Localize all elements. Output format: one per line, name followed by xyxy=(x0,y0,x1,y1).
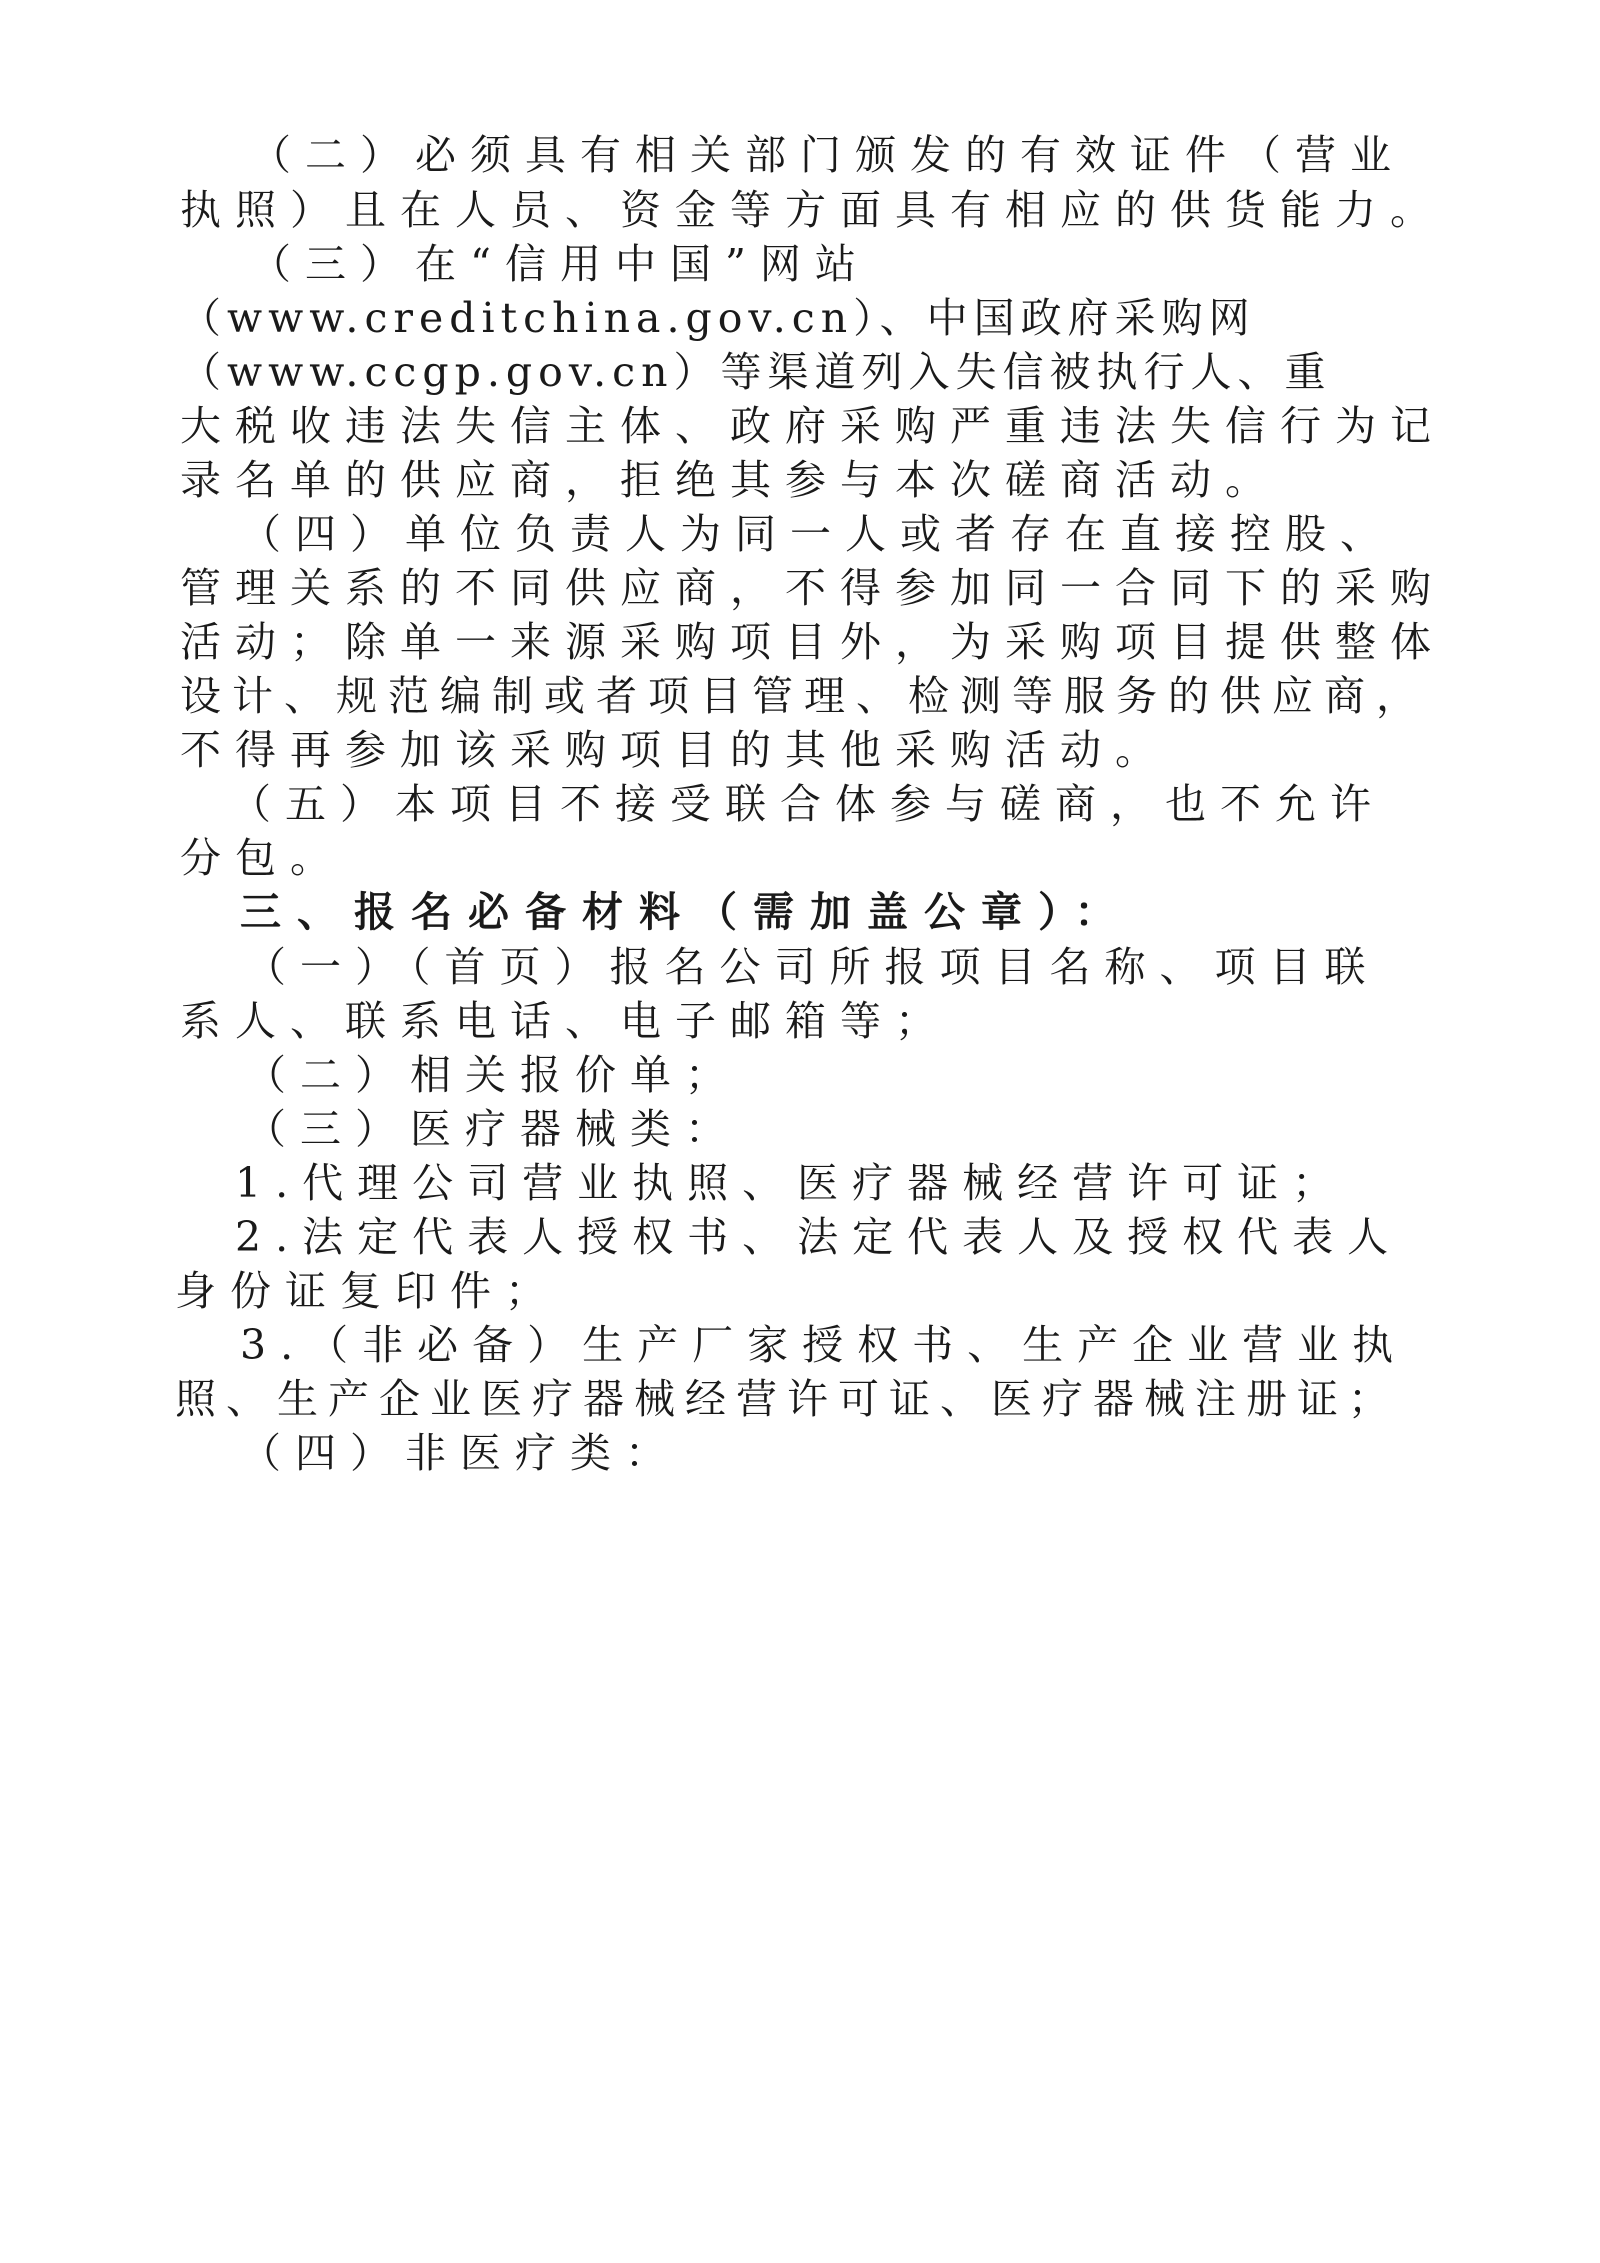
paragraph-line: 系人、联系电话、电子邮箱等； xyxy=(180,997,950,1045)
paragraph-line: 大税收违法失信主体、政府采购严重违法失信行为记 xyxy=(180,402,1445,450)
paragraph-line: （三）医疗器械类： xyxy=(245,1105,740,1153)
paragraph-line: 管理关系的不同供应商，不得参加同一合同下的采购 xyxy=(180,564,1445,612)
paragraph-line: 3.（非必备）生产厂家授权书、生产企业营业执 xyxy=(240,1321,1408,1369)
paragraph-line: 设计、规范编制或者项目管理、检测等服务的供应商， xyxy=(180,672,1428,720)
paragraph-line: （四）单位负责人为同一人或者存在直接控股、 xyxy=(240,510,1395,558)
paragraph-line: 照、生产企业医疗器械经营许可证、医疗器械注册证； xyxy=(175,1375,1399,1423)
paragraph-line: 录名单的供应商，拒绝其参与本次磋商活动。 xyxy=(180,456,1280,504)
paragraph-line: （五）本项目不接受联合体参与磋商，也不允许 xyxy=(230,780,1385,828)
paragraph-line: （三）在“信用中国”网站 xyxy=(250,240,870,288)
section-heading: 三、报名必备材料（需加盖公章）： xyxy=(240,888,1132,936)
paragraph-line: （二）必须具有相关部门颁发的有效证件（营业 xyxy=(250,131,1405,179)
paragraph-line: 2.法定代表人授权书、法定代表人及授权代表人 xyxy=(235,1213,1403,1261)
paragraph-line: （二）相关报价单； xyxy=(245,1051,740,1099)
paragraph-line: （一）（首页）报名公司所报项目名称、项目联 xyxy=(245,943,1380,991)
paragraph-line: （四）非医疗类： xyxy=(240,1429,680,1477)
paragraph-line: 活动；除单一来源采购项目外，为采购项目提供整体 xyxy=(180,618,1445,666)
paragraph-line: （www.creditchina.gov.cn）、中国政府采购网 xyxy=(180,294,1256,342)
paragraph-line: 不得再参加该采购项目的其他采购活动。 xyxy=(180,726,1170,774)
paragraph-line: 身份证复印件； xyxy=(175,1267,560,1315)
paragraph-line: （www.ccgp.gov.cn）等渠道列入失信被执行人、重 xyxy=(180,348,1332,396)
paragraph-line: 1.代理公司营业执照、医疗器械经营许可证； xyxy=(235,1159,1348,1207)
paragraph-line: 执照）且在人员、资金等方面具有相应的供货能力。 xyxy=(180,186,1445,234)
paragraph-line: 分包。 xyxy=(180,834,345,882)
